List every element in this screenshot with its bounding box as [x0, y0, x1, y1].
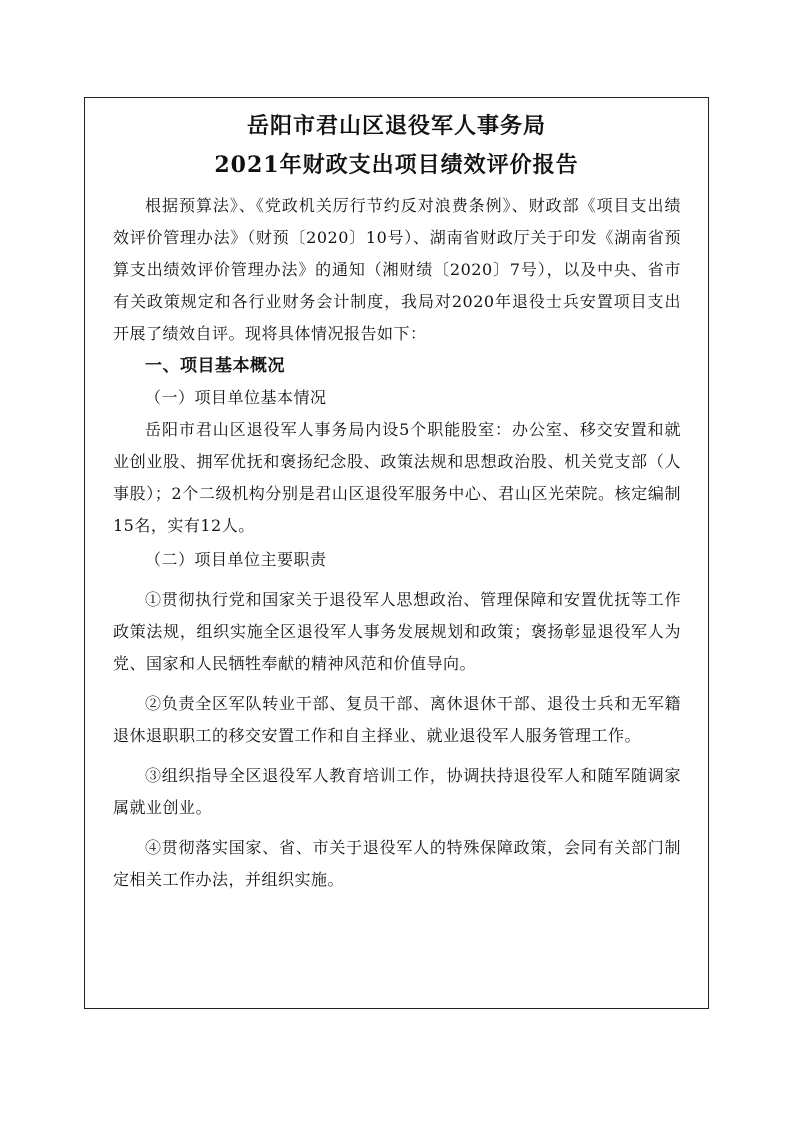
section1-heading: 一、项目基本概况: [145, 356, 285, 376]
sub1-paragraph: 岳阳市君山区退役军人事务局内设5个职能股室：办公室、移交安置和就业创业股、拥军优抚和褒扬纪念股、政策法规和思想政治股、机关党支部（人事股）；2个二级机构分别是君山区退役军服务中心、君山区光荣院。核定编制15名，实有12人。: [113, 420, 681, 535]
sub1-heading: （一）项目单位基本情况: [145, 388, 327, 407]
duty-item-4: ④贯彻落实国家、省、市关于退役军人的特殊保障政策，会同有关部门制定相关工作办法，并组织实施。: [113, 838, 681, 889]
sub2-heading: （二）项目单位主要职责: [145, 550, 327, 569]
duty-item-1: ①贯彻执行党和国家关于退役军人思想政治、管理保障和安置优抚等工作政策法规，组织实施全区退役军人事务发展规划和政策；褒扬彰显退役军人为党、国家和人民牺牲奉献的精神风范和价值导向。: [113, 590, 681, 673]
duty-item-3: ③组织指导全区退役军人教育培训工作，协调扶持退役军人和随军随调家属就业创业。: [113, 766, 681, 817]
intro-paragraph: 根据预算法》、《党政机关厉行节约反对浪费条例》、财政部《项目支出绩效评价管理办法》（财预〔2020〕10号）、湖南省财政厅关于印发《湖南省预算支出绩效评价管理办法》的通知（湘财绩〔2020〕7号），以及中央、省市有关政策规定和各行业财务会计制度，我局对2020年退役士兵安置项目支出开展了绩效自评。现将具体情况报告如下：: [113, 196, 681, 343]
report-title-line1: 岳阳市君山区退役军人事务局: [246, 113, 546, 139]
report-title-line2: 2021年财政支出项目绩效评价报告: [214, 152, 579, 178]
duty-item-2: ②负责全区军队转业干部、复员干部、离休退休干部、退役士兵和无军籍退休退职职工的移交安置工作和自主择业、就业退役军人服务管理工作。: [113, 694, 681, 745]
report-body: [113, 190, 681, 896]
report-frame: [84, 97, 709, 1009]
